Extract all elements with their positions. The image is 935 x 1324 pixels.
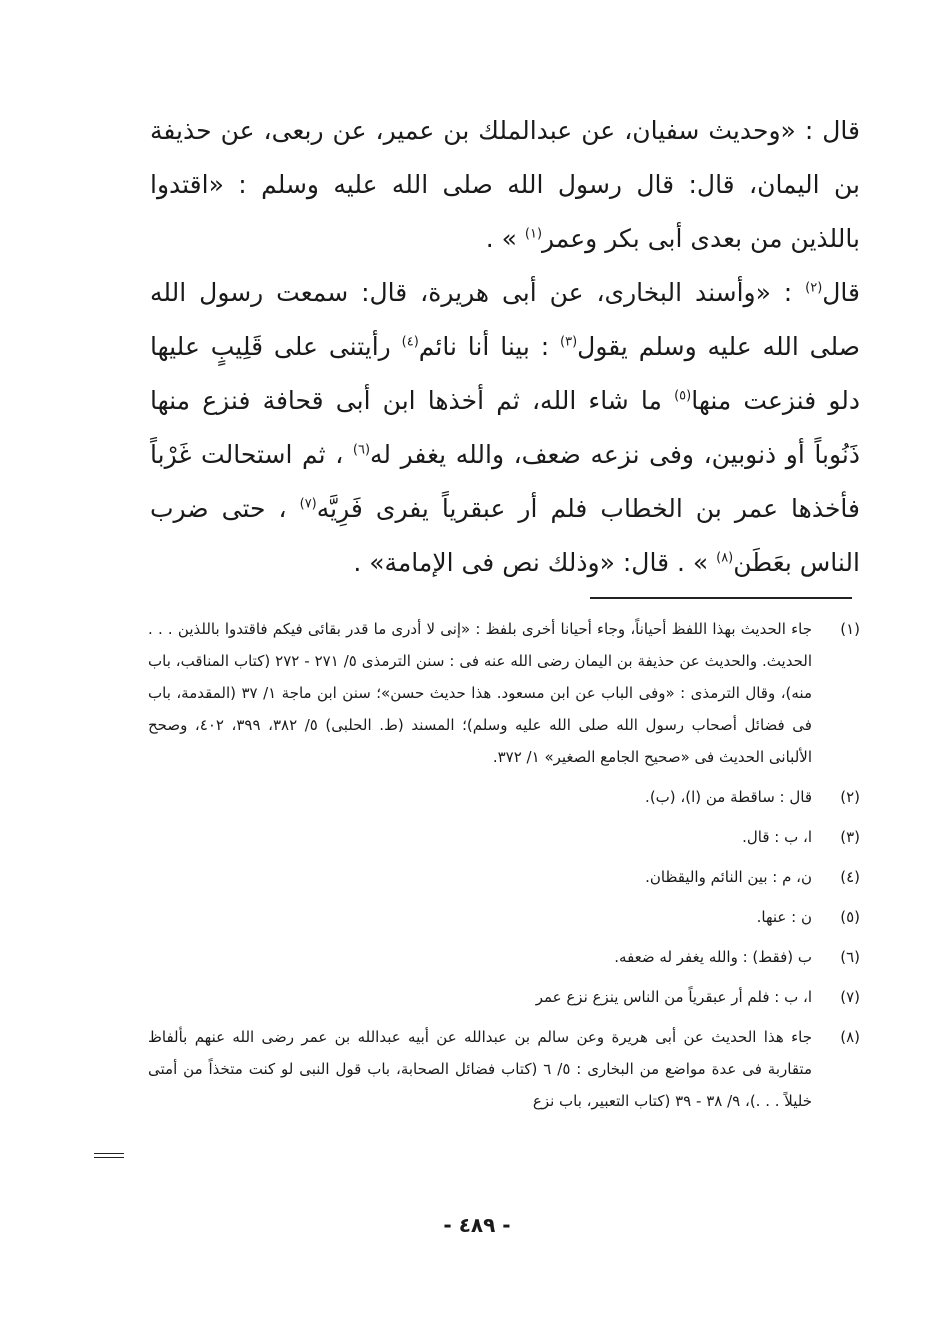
footnote-text: ن، م : بين النائم واليقظان. bbox=[645, 868, 812, 886]
paragraph-2 bbox=[150, 266, 860, 590]
footnote-text: ا، ب : فلم أر عبقرياً من الناس ينزع نزع عمر bbox=[535, 988, 812, 1006]
footnote-number: (٢) bbox=[840, 788, 860, 806]
footnote-4 bbox=[148, 861, 860, 893]
paragraph-2-start: قال bbox=[822, 278, 860, 307]
page-number: - ٤٨٩ - bbox=[443, 1213, 511, 1237]
paragraph-2-part-g: » . قال: «وذلك نص فى الإمامة» . bbox=[353, 548, 717, 577]
footnote-ref-6[interactable]: (٦) bbox=[352, 442, 371, 458]
paragraph-1 bbox=[150, 104, 860, 266]
paragraph-1-end: » . bbox=[485, 224, 525, 253]
footnote-number: (٦) bbox=[840, 948, 860, 966]
footnote-ref-8[interactable]: (٨) bbox=[716, 550, 734, 566]
footnote-text: جاء هذا الحديث عن أبى هريرة وعن سالم بن عبدالله عن أبيه عبدالله بن عمر رضى الله عنهم بألفاظ متقاربة فى عدة مواضع من البخارى : ٥/ ٦ (كتاب فضائل الصحابة، باب قول النبى لو كنت متخذاً من أمتى خليلاً . . .)، ٩/ ٣٨ - ٣٩ (كتاب التعبير، باب نزع bbox=[148, 1028, 812, 1110]
footnote-ref-4[interactable]: (٤) bbox=[401, 334, 419, 350]
footnote-7 bbox=[148, 981, 860, 1013]
paragraph-2-part-d: ما شاء الله، ثم أخذها ابن أبى قحافة فنزع منها ذَنُوباً أو ذنوبين، وفى نزعه ضعف، والله يغفر له bbox=[150, 386, 860, 469]
continuation-mark bbox=[94, 1153, 124, 1161]
footnote-text: ن : عنها. bbox=[756, 908, 812, 926]
footnote-number: (٤) bbox=[840, 868, 860, 886]
footnote-number: (٧) bbox=[840, 988, 860, 1006]
main-text bbox=[150, 104, 860, 590]
paragraph-2-part-e: ، ثم استحالت غَرْباً فأخذها عمر بن الخطاب فلم أر عبقرياً يفرى فَرِيَّه bbox=[150, 440, 860, 523]
footnote-text: ب (فقط) : والله يغفر له ضعفه. bbox=[614, 948, 812, 966]
footnote-2 bbox=[148, 781, 860, 813]
footnote-text: ا، ب : قال. bbox=[742, 828, 812, 846]
footnote-ref-7[interactable]: (٧) bbox=[299, 496, 317, 512]
footnote-3 bbox=[148, 821, 860, 853]
footnote-ref-1[interactable]: (١) bbox=[524, 226, 543, 242]
footnote-text: جاء الحديث بهذا اللفظ أحياناً، وجاء أحيانا أخرى بلفظ : «إنى لا أدرى ما قدر بقائى فيكم فاقتدوا باللذين . . . الحديث. والحديث عن حذيفة بن اليمان رضى الله عنه فى : سنن الترمذى ٥/ ٢٧١ - ٢٧٢ (كتاب المناقب، باب منه)، وقال الترمذى : «وفى الباب عن ابن مسعود. هذا حديث حسن»؛ سنن ابن ماجة ١/ ٣٧ (المقدمة، باب فى فضائل أصحاب رسول الله صلى الله عليه وسلم)؛ المسند (ط. الحلبى) ٥/ ٣٨٢، ٣٩٩، ٤٠٢، وصحح الألبانى الحديث فى «صحيح الجامع الصغير» ١/ ٣٧٢. bbox=[148, 620, 812, 766]
footnote-number: (٣) bbox=[840, 828, 860, 846]
footnote-number: (٥) bbox=[840, 908, 860, 926]
paragraph-2-part-c: رأيتنى على قَلِيبٍ عليها دلو فنزعت منها bbox=[150, 332, 860, 415]
footnote-number: (٨) bbox=[840, 1028, 860, 1046]
paragraph-2-part-f: ، حتى ضرب الناس بعَطَن bbox=[150, 494, 860, 577]
footnote-text: قال : ساقطة من (ا)، (ب). bbox=[645, 788, 812, 806]
footnote-ref-3[interactable]: (٣) bbox=[560, 334, 578, 350]
paragraph-2-part-b: : بينا أنا نائم bbox=[418, 332, 561, 361]
footnote-divider bbox=[590, 597, 852, 599]
footnote-6 bbox=[148, 941, 860, 973]
footnote-ref-2[interactable]: (٢) bbox=[805, 280, 823, 296]
footnote-ref-5[interactable]: (٥) bbox=[674, 388, 692, 404]
paragraph-2-part-a: : «وأسند البخارى، عن أبى هريرة، قال: سمعت رسول الله صلى الله عليه وسلم يقول bbox=[150, 278, 860, 361]
footnote-number: (١) bbox=[840, 620, 860, 638]
footnote-5 bbox=[148, 901, 860, 933]
paragraph-1-text: قال : «وحديث سفيان، عن عبدالملك بن عمير، عن ربعى، عن حذيفة بن اليمان، قال: قال رسول الله صلى الله عليه وسلم : «اقتدوا باللذين من بعدى أبى بكر وعمر bbox=[150, 116, 860, 253]
footnote-8 bbox=[148, 1021, 860, 1117]
footnote-1 bbox=[148, 613, 860, 773]
footnotes bbox=[148, 613, 860, 1125]
